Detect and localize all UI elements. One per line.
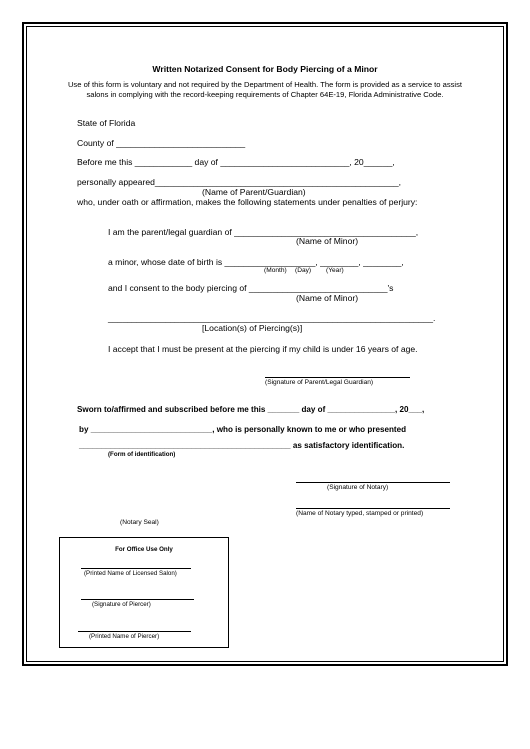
year-caption: (Year) bbox=[326, 267, 344, 274]
salon-name-caption: (Printed Name of Licensed Salon) bbox=[84, 570, 177, 577]
minor-name-field[interactable]: I am the parent/legal guardian of ______________________________________, bbox=[108, 227, 419, 237]
salon-name-line[interactable] bbox=[81, 568, 191, 569]
minor-caption: (Name of Minor) bbox=[296, 236, 359, 246]
parent-signature-line[interactable] bbox=[265, 377, 410, 378]
identification-caption: (Form of identification) bbox=[108, 451, 176, 458]
notary-seal-label: (Notary Seal) bbox=[120, 519, 159, 526]
parent-signature-caption: (Signature of Parent/Legal Guardian) bbox=[265, 379, 374, 386]
notary-name-line[interactable] bbox=[296, 508, 450, 509]
sworn-field[interactable]: Sworn to/affirmed and subscribed before me this _______ day of _______________, 20___, bbox=[77, 405, 425, 414]
county-field[interactable]: County of ___________________________ bbox=[77, 138, 246, 148]
piercer-name-line[interactable] bbox=[78, 631, 191, 632]
minor-caption-2: (Name of Minor) bbox=[296, 293, 359, 303]
identification-field[interactable]: _______________________________________________ as satisfactory identification. bbox=[79, 441, 405, 450]
location-field[interactable]: ____________________________________________________________________. bbox=[108, 313, 436, 323]
oath-text: who, under oath or affirmation, makes the following statements under penalties of perjury: bbox=[77, 197, 418, 207]
month-caption: (Month) bbox=[264, 267, 287, 274]
presence-statement: I accept that I must be present at the piercing if my child is under 16 years of age. bbox=[108, 344, 418, 354]
form-title: Written Notarized Consent for Body Piercing of a Minor bbox=[152, 64, 378, 74]
parent-name-field[interactable]: personally appeared___________________________________________________, bbox=[77, 177, 402, 187]
by-field[interactable]: by ___________________________, who is personally known to me or who presented bbox=[79, 425, 407, 434]
notary-signature-line[interactable] bbox=[296, 482, 450, 483]
notary-signature-caption: (Signature of Notary) bbox=[327, 484, 389, 491]
piercer-name-caption: (Printed Name of Piercer) bbox=[89, 633, 160, 640]
office-use-box bbox=[59, 537, 229, 648]
intro-text: Use of this form is voluntary and not required by the Department of Health. The form is provided as a service to assist salons in complying with the record-keeping requirements of Chapter 64E-19, Florida Administrative Code. bbox=[67, 80, 463, 99]
birth-date-field[interactable]: a minor, whose date of birth is ___________________, ________, ________, bbox=[108, 257, 404, 267]
location-caption: [Location(s) of Piercing(s)] bbox=[202, 323, 303, 333]
consent-field[interactable]: and I consent to the body piercing of _____________________________'s bbox=[108, 283, 394, 293]
piercer-signature-caption: (Signature of Piercer) bbox=[92, 601, 151, 608]
piercer-signature-line[interactable] bbox=[81, 599, 194, 600]
office-heading: For Office Use Only bbox=[115, 546, 173, 553]
day-caption: (Day) bbox=[295, 267, 312, 274]
date-field[interactable]: Before me this ____________ day of ___________________________, 20______, bbox=[77, 157, 395, 167]
notary-name-caption: (Name of Notary typed, stamped or printed) bbox=[296, 510, 424, 517]
parent-caption: (Name of Parent/Guardian) bbox=[202, 187, 306, 197]
state-label: State of Florida bbox=[77, 118, 136, 128]
